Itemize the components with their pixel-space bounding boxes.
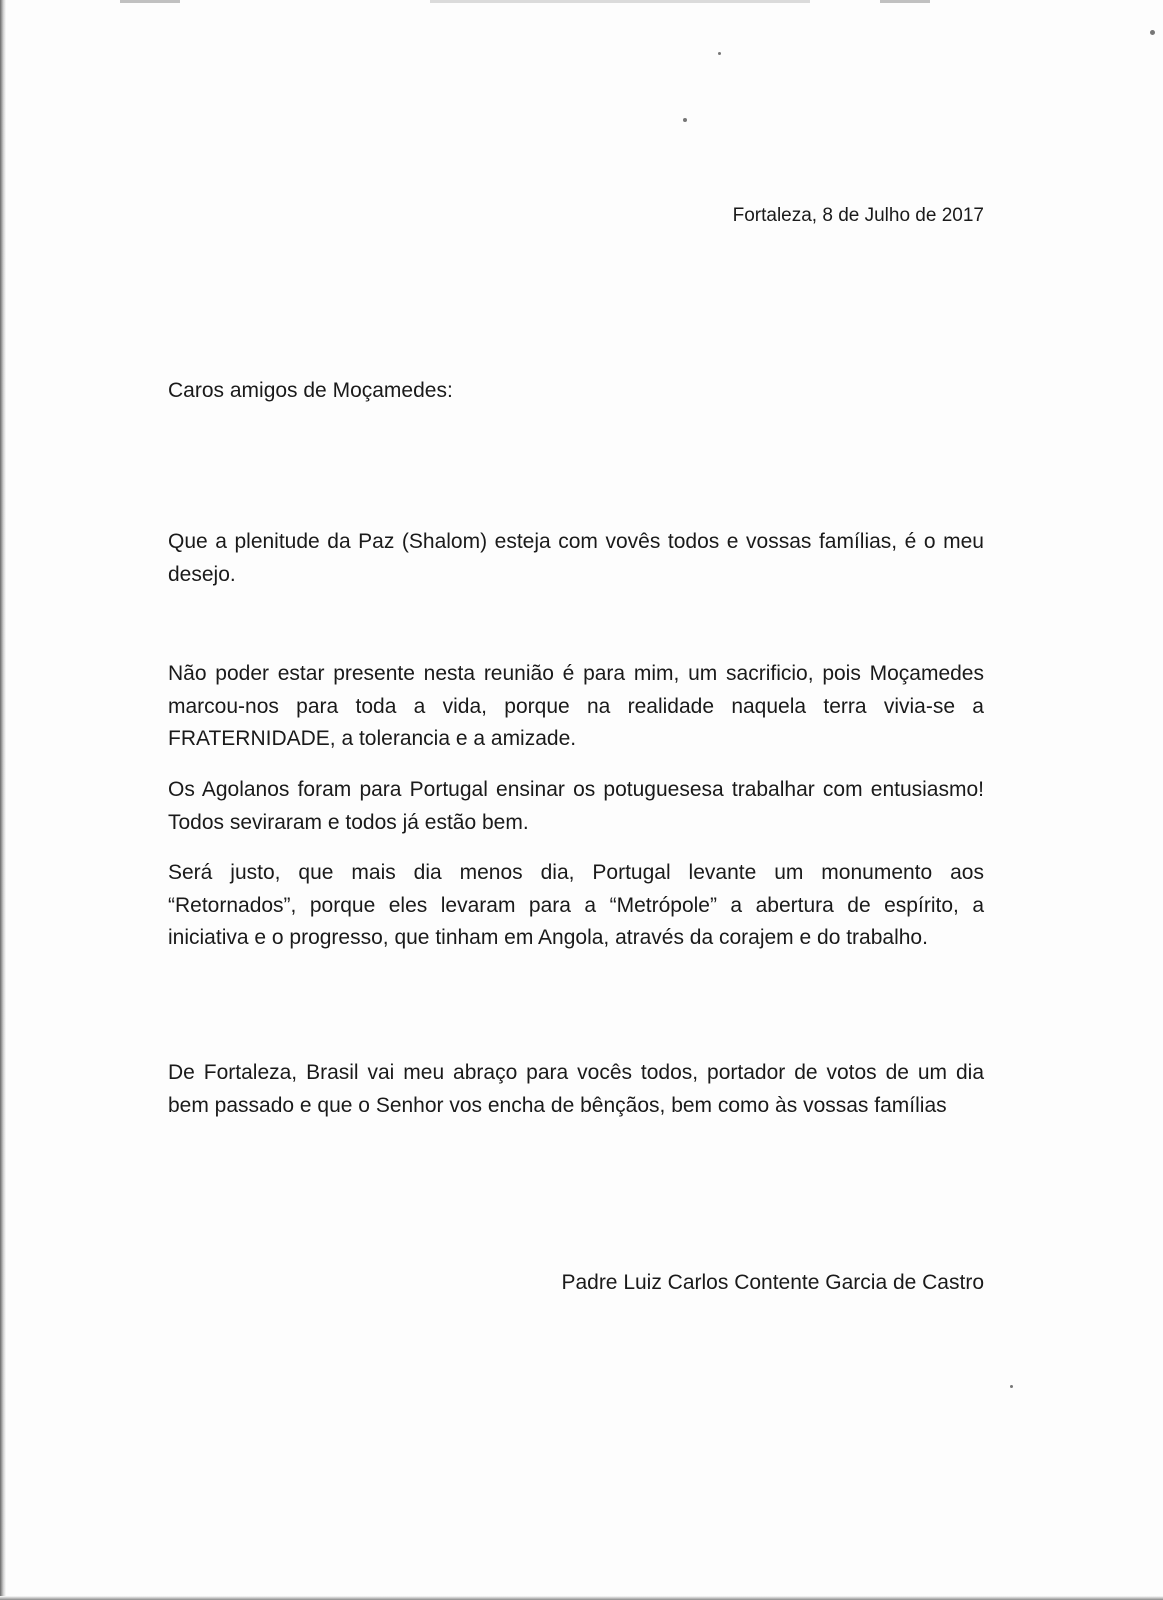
scan-top-smudge	[120, 0, 180, 3]
scan-speck	[683, 118, 687, 122]
letter-date: Fortaleza, 8 de Julho de 2017	[732, 205, 984, 226]
scan-speck	[1150, 30, 1155, 35]
scan-bottom-edge	[0, 1596, 1163, 1600]
letter-paragraph: De Fortaleza, Brasil vai meu abraço para vocês todos, portador de votos de um dia bem passado e que o Senhor vos encha de bênçãos, bem como às vossas famílias	[168, 1061, 984, 1117]
letter-signature: Padre Luiz Carlos Contente Garcia de Castro	[561, 1271, 984, 1294]
letter-paragraph: Não poder estar presente nesta reunião é para mim, um sacrificio, pois Moçamedes marcou-nos para toda a vida, porque na realidade naquela terra vivia-se a FRATERNIDADE, a tolerancia e a amizade.	[168, 662, 984, 750]
scan-top-smudge	[430, 0, 810, 3]
letter-salutation: Caros amigos de Moçamedes:	[168, 379, 453, 402]
letter-paragraph: Que a plenitude da Paz (Shalom) esteja com vovês todos e vossas famílias, é o meu desejo.	[168, 530, 984, 586]
scan-top-smudge	[880, 0, 930, 3]
scan-speck	[1010, 1385, 1013, 1388]
scan-left-edge	[0, 0, 6, 1600]
letter-paragraph: Será justo, que mais dia menos dia, Portugal levante um monumento aos “Retornados”, porque eles levaram para a “Metrópole” a abertura de espírito, a iniciativa e o progresso, que tinham em Angola, através da corajem e do trabalho.	[168, 861, 984, 949]
letter-paragraph: Os Agolanos foram para Portugal ensinar os potuguesesa trabalhar com entusiasmo! Todos seviraram e todos já estão bem.	[168, 778, 984, 834]
scan-speck	[718, 52, 721, 55]
